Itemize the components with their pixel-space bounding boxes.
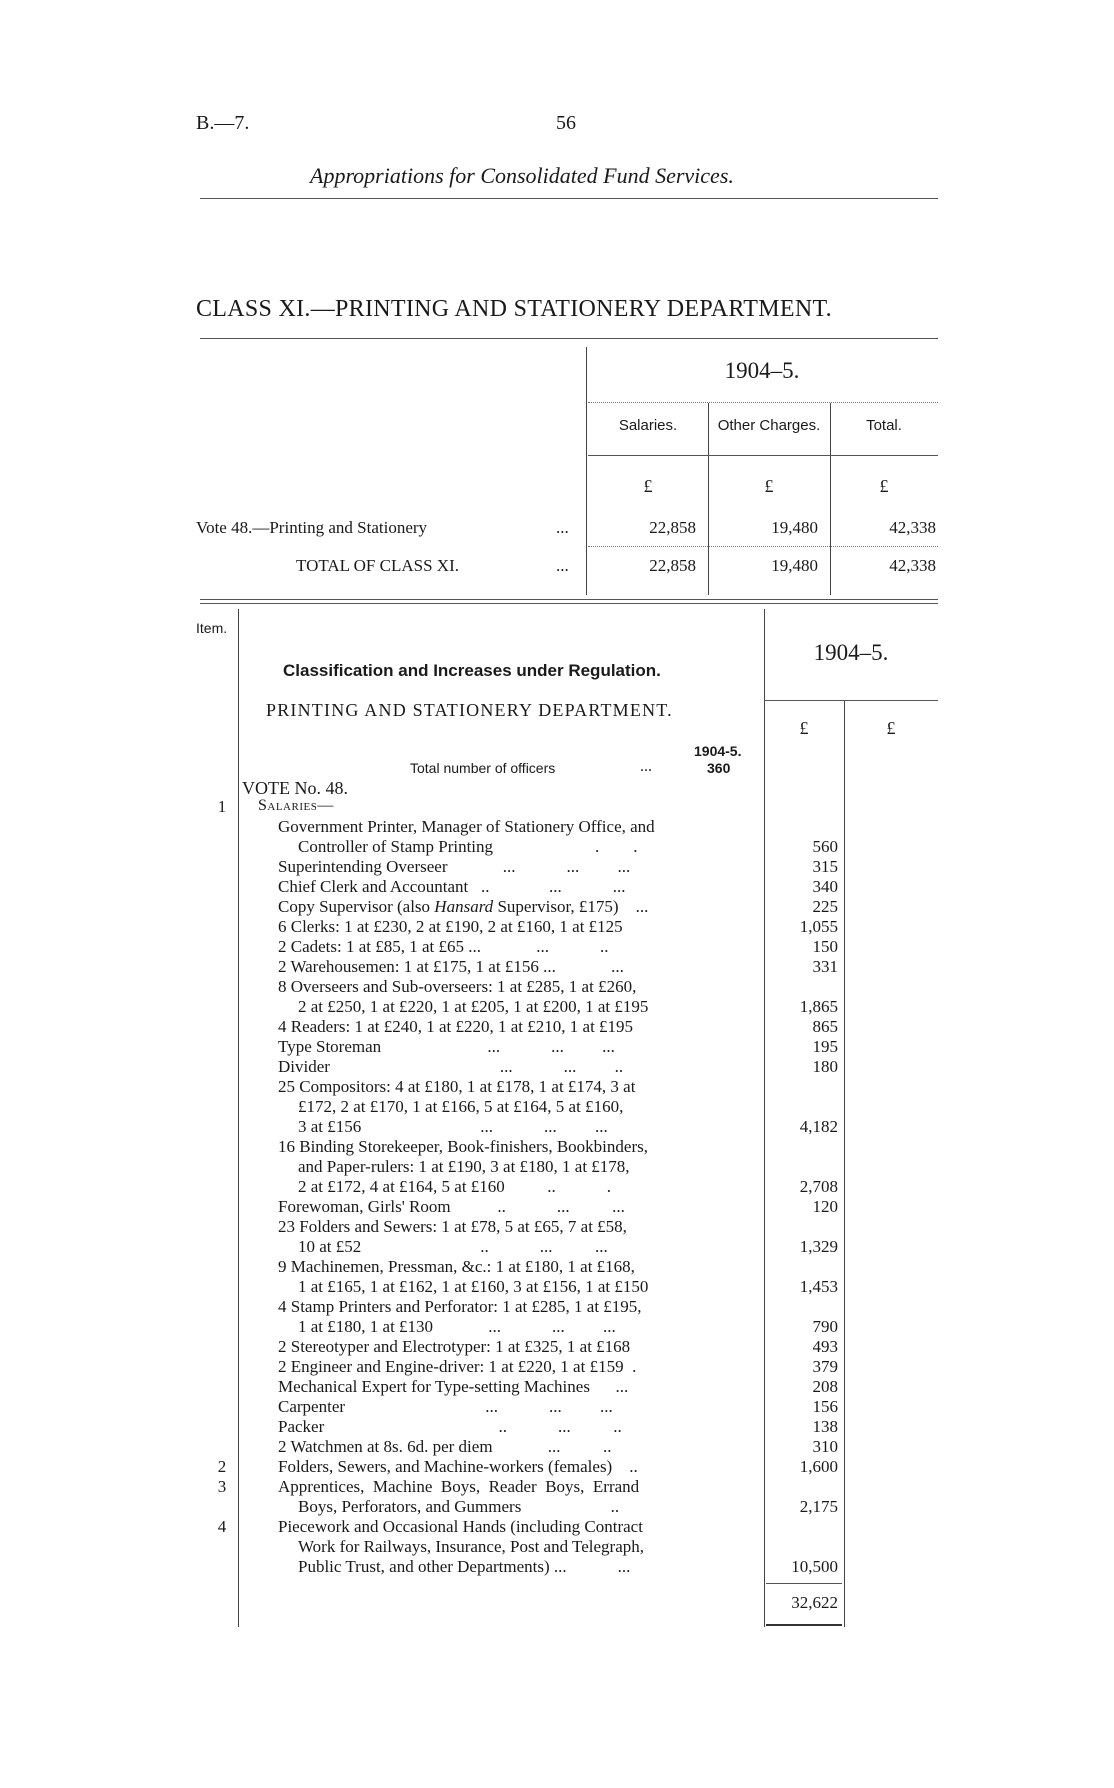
- officers-label: Total number of officers: [410, 760, 556, 776]
- list-item: 8 Overseers and Sub-overseers: 1 at £285, 1 at £260,: [278, 977, 637, 996]
- list-item: 6 Clerks: 1 at £230, 2 at £190, 2 at £160, 1 at £125: [278, 917, 623, 936]
- salaries-heading: Salaries—: [258, 797, 334, 814]
- vote-48-total: 42,338: [889, 518, 936, 537]
- list-item: 1 at £180, 1 at £130 ... ... ...: [298, 1317, 616, 1336]
- amount: 195: [812, 1037, 838, 1056]
- summary-header-rule: [588, 455, 938, 456]
- amount: 156: [812, 1397, 838, 1416]
- item-number: 3: [217, 1477, 227, 1496]
- item-number: 2: [217, 1457, 227, 1476]
- amount: 180: [812, 1057, 838, 1076]
- list-item: Copy Supervisor (also Hansard Supervisor, £175) ...: [278, 897, 649, 916]
- list-item: 25 Compositors: 4 at £180, 1 at £178, 1 at £174, 3 at: [278, 1077, 636, 1096]
- amount: 225: [812, 897, 838, 916]
- list-item: 2 Engineer and Engine-driver: 1 at £220, 1 at £159 .: [278, 1357, 637, 1376]
- total-rule-top: [766, 1583, 842, 1584]
- summary-year: 1904–5.: [724, 358, 800, 383]
- list-item: Boys, Perforators, and Gummers ..: [298, 1497, 620, 1516]
- list-item: Chief Clerk and Accountant .. ... ...: [278, 877, 626, 896]
- vote-48-other: 19,480: [771, 518, 818, 537]
- col-other-header: Other Charges.: [717, 417, 821, 434]
- detail-total: 32,622: [791, 1593, 838, 1612]
- amount: 4,182: [799, 1117, 838, 1136]
- class-total-label: TOTAL OF CLASS XI.: [296, 556, 459, 575]
- classification-header: Classification and Increases under Regulation.: [283, 661, 661, 680]
- list-item: Type Storeman ... ... ...: [278, 1037, 615, 1056]
- class-title: CLASS XI.—PRINTING AND STATIONERY DEPARTMENT.: [196, 296, 832, 322]
- vote-48-dots: ...: [556, 518, 569, 537]
- list-item: Public Trust, and other Departments) ... ...: [298, 1557, 631, 1576]
- list-item: 2 Warehousemen: 1 at £175, 1 at £156 ... ...: [278, 957, 624, 976]
- amount: 310: [812, 1437, 838, 1456]
- list-item: Divider ... ... ..: [278, 1057, 624, 1076]
- amount: 1,055: [799, 917, 838, 936]
- amount: 120: [812, 1197, 838, 1216]
- list-item: 23 Folders and Sewers: 1 at £78, 5 at £65, 7 at £58,: [278, 1217, 627, 1236]
- amount: 1,865: [799, 997, 838, 1016]
- list-item: Forewoman, Girls' Room .. ... ...: [278, 1197, 625, 1216]
- col-salaries-header: Salaries.: [618, 417, 678, 434]
- list-item: Mechanical Expert for Type-setting Machines ...: [278, 1377, 629, 1396]
- currency-other: £: [764, 476, 774, 496]
- class-total-total: 42,338: [889, 556, 936, 575]
- amount: 2,175: [799, 1497, 838, 1516]
- amount: 560: [812, 837, 838, 856]
- amount: 10,500: [791, 1557, 838, 1576]
- currency-total: £: [879, 476, 889, 496]
- list-item: 3 at £156 ... ... ...: [298, 1117, 608, 1136]
- list-item: 9 Machinemen, Pressman, &c.: 1 at £180, 1 at £168,: [278, 1257, 635, 1276]
- amount: 790: [812, 1317, 838, 1336]
- summary-year-rule: [588, 402, 938, 403]
- item-number: 4: [217, 1517, 227, 1536]
- list-item: 2 at £172, 4 at £164, 5 at £160 .. .: [298, 1177, 612, 1196]
- class-total-dots: ...: [556, 556, 569, 575]
- amount: 331: [812, 957, 838, 976]
- amount: 138: [812, 1417, 838, 1436]
- section-rule-2: [200, 603, 938, 604]
- list-item: 1 at £165, 1 at £162, 1 at £160, 3 at £156, 1 at £150: [298, 1277, 649, 1296]
- vote-48-label: Vote 48.—Printing and Stationery: [196, 518, 428, 537]
- item-number: 1: [217, 797, 227, 816]
- item-column-divider: [238, 609, 239, 1627]
- detail-currency-1: £: [799, 718, 809, 738]
- list-item: 4 Stamp Printers and Perforator: 1 at £285, 1 at £195,: [278, 1297, 642, 1316]
- list-item: 2 Cadets: 1 at £85, 1 at £65 ... ... ..: [278, 937, 609, 956]
- list-item: Folders, Sewers, and Machine-workers (females) ..: [278, 1457, 638, 1476]
- amount: 379: [812, 1357, 838, 1376]
- officers-dots: ...: [640, 758, 652, 775]
- list-item: Government Printer, Manager of Stationery Office, and: [278, 817, 655, 836]
- page-number: 56: [556, 112, 576, 134]
- summary-total-rule: [588, 546, 938, 547]
- list-item: Superintending Overseer ... ... ...: [278, 857, 631, 876]
- list-item: Work for Railways, Insurance, Post and Telegraph,: [298, 1537, 645, 1556]
- class-total-salaries: 22,858: [649, 556, 696, 575]
- list-item: Piecework and Occasional Hands (including Contract: [278, 1517, 643, 1536]
- page-ref: B.—7.: [196, 112, 250, 134]
- vote-48-salaries: 22,858: [649, 518, 696, 537]
- total-rule-bottom: [766, 1624, 842, 1626]
- department-heading: PRINTING AND STATIONERY DEPARTMENT.: [266, 700, 673, 720]
- list-item: Packer .. ... ..: [278, 1417, 622, 1436]
- detail-year: 1904–5.: [813, 640, 889, 665]
- amount: 150: [812, 937, 838, 956]
- list-item: 16 Binding Storekeeper, Book-finishers, Bookbinders,: [278, 1137, 648, 1156]
- header-rule: [200, 198, 938, 199]
- list-item: Controller of Stamp Printing . .: [298, 837, 638, 856]
- class-title-rule: [200, 338, 938, 339]
- list-item: Apprentices, Machine Boys, Reader Boys, Errand: [278, 1477, 640, 1496]
- officers-year: 1904-5.: [694, 743, 742, 759]
- amount: 1,453: [799, 1277, 838, 1296]
- vote-heading: VOTE No. 48.: [242, 778, 348, 798]
- list-item: 2 Stereotyper and Electrotyper: 1 at £325, 1 at £168: [278, 1337, 631, 1356]
- list-item: Carpenter ... ... ...: [278, 1397, 613, 1416]
- amount-column-left: [764, 609, 765, 1627]
- amount: 340: [812, 877, 838, 896]
- list-item: 4 Readers: 1 at £240, 1 at £220, 1 at £210, 1 at £195: [278, 1017, 634, 1036]
- section-rule-1: [200, 599, 938, 600]
- detail-currency-2: £: [886, 718, 896, 738]
- col-total-header: Total.: [866, 417, 902, 434]
- amount: 315: [812, 857, 838, 876]
- amount: 493: [812, 1337, 838, 1356]
- amount: 208: [812, 1377, 838, 1396]
- list-item: 2 Watchmen at 8s. 6d. per diem ... ..: [278, 1437, 612, 1456]
- amount-column-mid: [844, 700, 845, 1627]
- currency-salaries: £: [643, 476, 653, 496]
- summary-divider-main: [586, 347, 587, 595]
- amount: 2,708: [799, 1177, 838, 1196]
- officers-count: 360: [707, 760, 731, 776]
- item-header: Item.: [196, 620, 228, 636]
- class-total-other: 19,480: [771, 556, 818, 575]
- running-title: Appropriations for Consolidated Fund Services.: [310, 163, 734, 188]
- detail-year-rule: [764, 700, 938, 701]
- list-item: 2 at £250, 1 at £220, 1 at £205, 1 at £200, 1 at £195: [298, 997, 649, 1016]
- amount: 1,600: [799, 1457, 838, 1476]
- amount: 1,329: [799, 1237, 838, 1256]
- list-item: £172, 2 at £170, 1 at £166, 5 at £164, 5 at £160,: [298, 1097, 624, 1116]
- list-item: 10 at £52 .. ... ...: [298, 1237, 608, 1256]
- list-item: and Paper-rulers: 1 at £190, 3 at £180, 1 at £178,: [298, 1157, 630, 1176]
- amount: 865: [812, 1017, 838, 1036]
